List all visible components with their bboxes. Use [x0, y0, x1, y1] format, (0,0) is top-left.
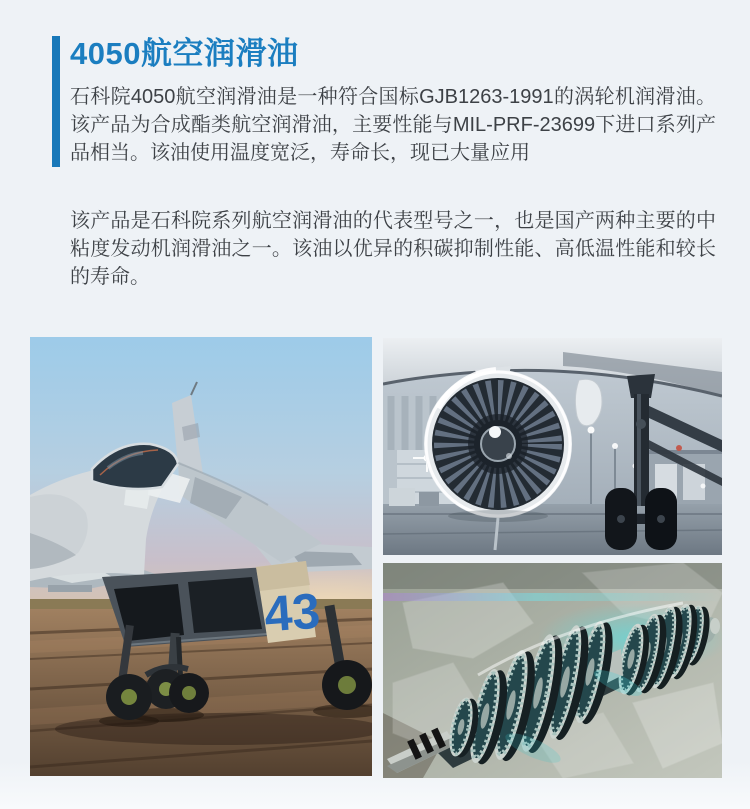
spinner-highlight [489, 426, 501, 438]
page-title: 4050航空润滑油 [70, 36, 299, 71]
jet-tail-number: 43 [262, 582, 322, 643]
aircraft-shadow [55, 713, 372, 745]
jet-engine-photo [383, 338, 722, 555]
turbine-rotor-photo [383, 563, 722, 778]
description-paragraph: 该产品是石科院系列航空润滑油的代表型号之一，也是国产两种主要的中粘度发动机润滑油之一。该油以优异的积碳抑制性能、高低温性能和较长的寿命。 [70, 210, 716, 288]
light-beam [383, 593, 722, 601]
intro-paragraph: 石科院4050航空润滑油是一种符合国标GJB1263-1991的涡轮机润滑油。该产品为合成酯类航空润滑油，主要性能与MIL-PRF-23699下进口系列产品相当。该油使用温度宽泛，寿命长，现已大量应用 [70, 86, 716, 164]
turbine-rotor-illustration [383, 563, 722, 778]
fighter-jet-illustration [30, 337, 372, 776]
jet-engine-illustration [383, 338, 722, 555]
fighter-jet-photo [30, 337, 372, 776]
product-intro-section [52, 36, 716, 167]
